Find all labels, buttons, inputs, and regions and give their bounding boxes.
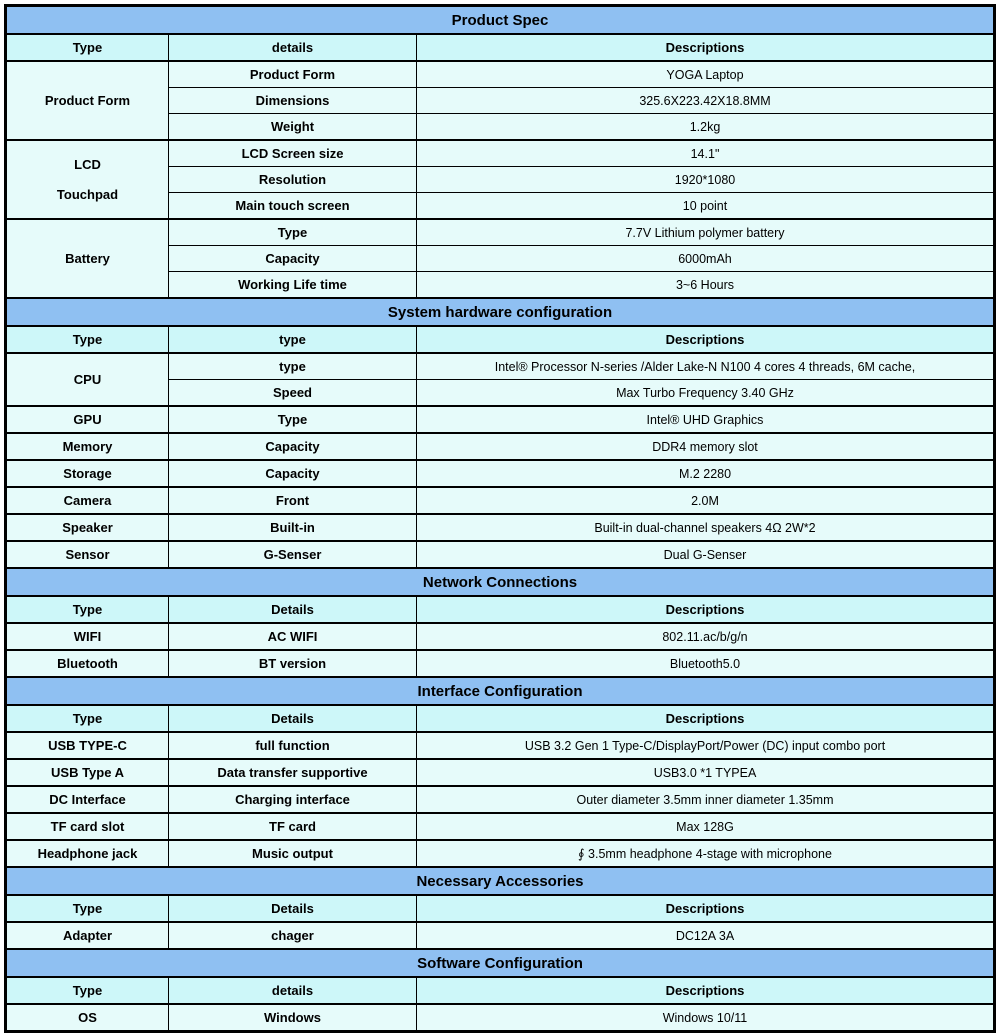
spec-table (4, 4, 996, 1033)
table-row (6, 541, 995, 568)
product-spec-sheet (4, 4, 996, 1033)
table-row (6, 1004, 995, 1032)
spec-description-cell: 1.2kg (417, 114, 995, 141)
table-row (6, 140, 995, 167)
spec-description-cell: 14.1" (417, 140, 995, 167)
section-title-row (6, 568, 995, 596)
section-title: Interface Configuration (6, 677, 995, 705)
spec-type-cell: Bluetooth (6, 650, 169, 677)
column-header: type (169, 326, 417, 353)
table-row (6, 840, 995, 867)
spec-type-cell: CPU (6, 353, 169, 406)
spec-description-cell: USB3.0 *1 TYPEA (417, 759, 995, 786)
section-title: System hardware configuration (6, 298, 995, 326)
spec-detail-cell: Built-in (169, 514, 417, 541)
spec-description-cell: Dual G-Senser (417, 541, 995, 568)
spec-description-cell: Windows 10/11 (417, 1004, 995, 1032)
table-row (6, 623, 995, 650)
section-title-row (6, 6, 995, 35)
spec-description-cell: 10 point (417, 193, 995, 220)
spec-type-cell: Storage (6, 460, 169, 487)
spec-detail-cell: Data transfer supportive (169, 759, 417, 786)
spec-description-cell: DDR4 memory slot (417, 433, 995, 460)
column-header-row (6, 705, 995, 732)
spec-detail-cell: G-Senser (169, 541, 417, 568)
spec-detail-cell: Product Form (169, 61, 417, 88)
spec-description-cell: Max Turbo Frequency 3.40 GHz (417, 380, 995, 407)
spec-type-cell: Product Form (6, 61, 169, 140)
spec-description-cell: 3~6 Hours (417, 272, 995, 299)
column-header: Descriptions (417, 895, 995, 922)
spec-detail-cell: Speed (169, 380, 417, 407)
column-header: Type (6, 596, 169, 623)
spec-detail-cell: Capacity (169, 433, 417, 460)
column-header: Type (6, 34, 169, 61)
spec-description-cell: Bluetooth5.0 (417, 650, 995, 677)
spec-type-cell: USB Type A (6, 759, 169, 786)
spec-type-cell: Camera (6, 487, 169, 514)
spec-description-cell: 1920*1080 (417, 167, 995, 193)
table-row (6, 219, 995, 246)
spec-detail-cell: Capacity (169, 246, 417, 272)
spec-detail-cell: type (169, 353, 417, 380)
spec-description-cell: Intel® Processor N-series /Alder Lake-N N100 4 cores 4 threads, 6M cache, (417, 353, 995, 380)
spec-type-cell: Sensor (6, 541, 169, 568)
column-header: details (169, 977, 417, 1004)
section-title-row (6, 298, 995, 326)
spec-detail-cell: Resolution (169, 167, 417, 193)
column-header-row (6, 895, 995, 922)
table-row (6, 786, 995, 813)
spec-type-cell: GPU (6, 406, 169, 433)
spec-description-cell: DC12A 3A (417, 922, 995, 949)
table-row (6, 406, 995, 433)
spec-detail-cell: Front (169, 487, 417, 514)
column-header-row (6, 326, 995, 353)
spec-detail-cell: Main touch screen (169, 193, 417, 220)
spec-type-cell: Adapter (6, 922, 169, 949)
section-title-row (6, 949, 995, 977)
section-title: Necessary Accessories (6, 867, 995, 895)
column-header: Details (169, 596, 417, 623)
spec-detail-cell: chager (169, 922, 417, 949)
column-header: details (169, 34, 417, 61)
type-label-stack (7, 141, 168, 218)
table-row (6, 922, 995, 949)
section-title-row (6, 677, 995, 705)
type-label: Touchpad (56, 187, 119, 203)
column-header: Type (6, 326, 169, 353)
table-row (6, 813, 995, 840)
spec-type-cell (6, 140, 169, 219)
spec-type-cell: Headphone jack (6, 840, 169, 867)
column-header: Type (6, 895, 169, 922)
spec-detail-cell: Type (169, 219, 417, 246)
spec-description-cell: ∮ 3.5mm headphone 4-stage with microphone (417, 840, 995, 867)
column-header: Descriptions (417, 977, 995, 1004)
spec-description-cell: 325.6X223.42X18.8MM (417, 88, 995, 114)
spec-description-cell: YOGA Laptop (417, 61, 995, 88)
column-header-row (6, 34, 995, 61)
section-title-row (6, 867, 995, 895)
spec-description-cell: Intel® UHD Graphics (417, 406, 995, 433)
spec-detail-cell: Windows (169, 1004, 417, 1032)
column-header: Type (6, 977, 169, 1004)
spec-description-cell: USB 3.2 Gen 1 Type-C/DisplayPort/Power (DC) input combo port (417, 732, 995, 759)
spec-detail-cell: Type (169, 406, 417, 433)
spec-description-cell: 7.7V Lithium polymer battery (417, 219, 995, 246)
spec-detail-cell: AC WIFI (169, 623, 417, 650)
spec-detail-cell: Weight (169, 114, 417, 141)
spec-type-cell: DC Interface (6, 786, 169, 813)
spec-type-cell: Memory (6, 433, 169, 460)
section-title: Product Spec (6, 6, 995, 35)
section-title: Network Connections (6, 568, 995, 596)
section-title: Software Configuration (6, 949, 995, 977)
table-row (6, 61, 995, 88)
column-header: Descriptions (417, 705, 995, 732)
spec-type-cell: TF card slot (6, 813, 169, 840)
column-header-row (6, 596, 995, 623)
table-row (6, 514, 995, 541)
spec-type-cell: Speaker (6, 514, 169, 541)
table-row (6, 487, 995, 514)
spec-detail-cell: Music output (169, 840, 417, 867)
spec-description-cell: 2.0M (417, 487, 995, 514)
spec-detail-cell: LCD Screen size (169, 140, 417, 167)
spec-description-cell: Built-in dual-channel speakers 4Ω 2W*2 (417, 514, 995, 541)
spec-description-cell: 6000mAh (417, 246, 995, 272)
spec-detail-cell: Capacity (169, 460, 417, 487)
table-row (6, 732, 995, 759)
spec-description-cell: Outer diameter 3.5mm inner diameter 1.35mm (417, 786, 995, 813)
spec-detail-cell: Charging interface (169, 786, 417, 813)
column-header: Details (169, 705, 417, 732)
spec-detail-cell: Dimensions (169, 88, 417, 114)
column-header: Type (6, 705, 169, 732)
spec-description-cell: 802.11.ac/b/g/n (417, 623, 995, 650)
column-header: Descriptions (417, 34, 995, 61)
spec-type-cell: Battery (6, 219, 169, 298)
table-row (6, 759, 995, 786)
table-row (6, 433, 995, 460)
column-header: Descriptions (417, 326, 995, 353)
spec-table-body (6, 6, 995, 1032)
spec-detail-cell: Working Life time (169, 272, 417, 299)
spec-description-cell: Max 128G (417, 813, 995, 840)
type-label: LCD (74, 156, 101, 172)
table-row (6, 353, 995, 380)
table-row (6, 460, 995, 487)
column-header: Descriptions (417, 596, 995, 623)
spec-type-cell: OS (6, 1004, 169, 1032)
table-row (6, 650, 995, 677)
spec-type-cell: USB TYPE-C (6, 732, 169, 759)
spec-description-cell: M.2 2280 (417, 460, 995, 487)
spec-type-cell: WIFI (6, 623, 169, 650)
spec-detail-cell: BT version (169, 650, 417, 677)
spec-detail-cell: TF card (169, 813, 417, 840)
column-header: Details (169, 895, 417, 922)
spec-detail-cell: full function (169, 732, 417, 759)
